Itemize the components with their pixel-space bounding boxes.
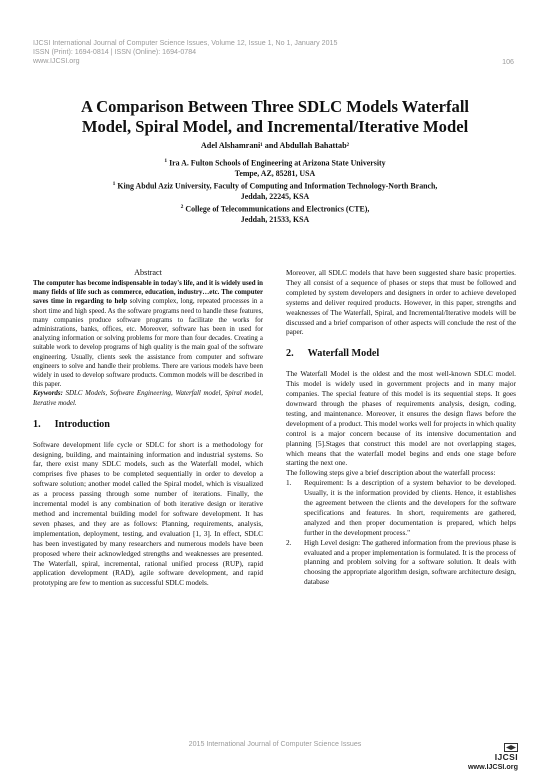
logo-text: IJCSI: [494, 752, 518, 762]
steps-intro: The following steps give a brief description about the waterfall process:: [286, 468, 496, 478]
affiliation-line: $^2$ College of Telecommunications and Electronics (CTE),: [180, 204, 370, 214]
affiliations: [40, 156, 510, 225]
right-column: [286, 268, 516, 587]
keywords: Keywords: SDLC Models, Software Engineering, Waterfall model, Spiral model, Iterative model.: [33, 390, 263, 407]
logo-url[interactable]: www.IJCSI.org: [467, 762, 518, 771]
paper-title-line-1: A Comparison Between Three SDLC Models Waterfall: [80, 97, 470, 116]
list-item: 1. Requirement: Is a description of a system behavior to be developed. Usually, it is the information provided by clients. Hence, it establishes the agreement between the clients and the developers for the software specifications and features. In short, requirements are gathered, analyzed and then proper documentation is prepared, which helps further in the development process.": [286, 478, 516, 537]
paper-title: [40, 97, 510, 137]
intro-continuation: Moreover, all SDLC models that have been suggested share basic properties. They all consist of a sequence of phases or steps that must be followed and completed by system developers and designers in order to achieve developed systems and deliver required products. However, in this paper, strengths and weaknesses of The Waterfall, Spiral, and Incremental/Iterative models will be discussed and a brief comparison of other aspects will conclude the rest of the paper.: [286, 268, 516, 337]
affiliation-line: Jeddah, 22245, KSA: [240, 191, 310, 201]
section-1-body: Software development life cycle or SDLC for short is a methodology for designing, building, and maintaining information and industrial systems. So far, there exist many SDLC models, such as the Waterfall model, which comprises five phases to be completed sequentially in order to develop a software solution; another model called the Spiral model, which is visualized as a process passing through some number of iterations. Finally, the incremental model is any combination of both iterative design or iterative method and incremental building model for software development. It has seven phases, and they are as follows: Planning, requirements, analysis, implementation, deployment, testing, and evaluation [1, 3]. In effect, SDLC has been investigated by many researchers and numerous models have been proposed where their acknowledged strengths and weaknesses are presented. The Waterfall, spiral, incremental, rational unified process (RUP), rapid application development (RAD), agile software development, and rapid prototyping are few to mention as successful SDLC models.: [33, 439, 263, 588]
page-footer: 2015 International Journal of Computer Science Issues: [188, 740, 362, 748]
affiliation-line: $^1$ Ira A. Fulton Schools of Engineering at Arizona State University: [164, 158, 386, 168]
journal-url[interactable]: www.IJCSI.org: [33, 57, 80, 66]
section-1-heading: 1. Introduction: [33, 418, 110, 430]
section-2-heading: 2. Waterfall Model: [286, 348, 380, 360]
abstract-text: The computer has become indispensable in today's life, and it is widely used in many fields of life such as commerce, education, industry…etc. The computer saves time in regarding to help solving complex, long, repeated processes in a short time and high speed. As the software programs need to handle these features, many companies produce software programs to facilitate the works for administrations, banks, offices, etc. Moreover, software has been in used for analyzing information or solving problems for more than four decades. Creating a suitable work to develop programs of high quality is the main goal of the software engineering. Usually, clients seek the assistance from computer and software engineers to solve and handle their problems. There are various models have been widely in used to develop software products. Common models will be described in this paper.: [33, 279, 263, 389]
page-number: 106: [502, 58, 514, 66]
affiliation-line: Jeddah, 21533, KSA: [240, 214, 310, 224]
journal-citation: IJCSI International Journal of Computer Science Issues, Volume 12, Issue 1, No 1, January 2015: [33, 39, 338, 47]
authors: Adel Alshamrani¹ and Abdullah Bahattab²: [200, 141, 350, 150]
affiliation-line: Tempe, AZ, 85281, USA: [234, 168, 316, 178]
journal-issn: ISSN (Print): 1694-0814 | ISSN (Online): 1694-0784: [33, 48, 197, 57]
journal-header: [33, 39, 337, 67]
journal-logo: [468, 743, 518, 771]
affiliation-line: $^1$ King Abdul Aziz University, Faculty of Computing and Information Technology-North Branch,: [112, 181, 438, 191]
list-item: 2. High Level design: The gathered information from the previous phase is evaluated and a proper implementation is formulated. It is the process of planning and problem solving for a software solution. It deals with choosing the appropriate algorithm design, software architecture design, database: [286, 537, 516, 587]
waterfall-steps-list: [286, 478, 516, 587]
paper-title-line-2: Model, Spiral Model, and Incremental/Iterative Model: [81, 117, 469, 136]
section-2-body: The Waterfall Model is the oldest and the most well-known SDLC model. This model is widely used in government projects and in many major companies. The special feature of this model is its sequential steps. It goes downward through the phases of requirements analysis, design, coding, testing, and maintenance. Moreover, it ensures the design flaws before the development of a product. This model works well for projects in which quality control is a major concern because of its intensive documentation and planning [5].Stages that construct this model are not overlapping stages, which means that the waterfall model begins and ends one stage before starting the next one.: [286, 369, 516, 468]
left-column: [33, 268, 263, 588]
abstract-heading: Abstract: [134, 268, 162, 277]
ijcsi-logo-icon: [504, 743, 518, 752]
